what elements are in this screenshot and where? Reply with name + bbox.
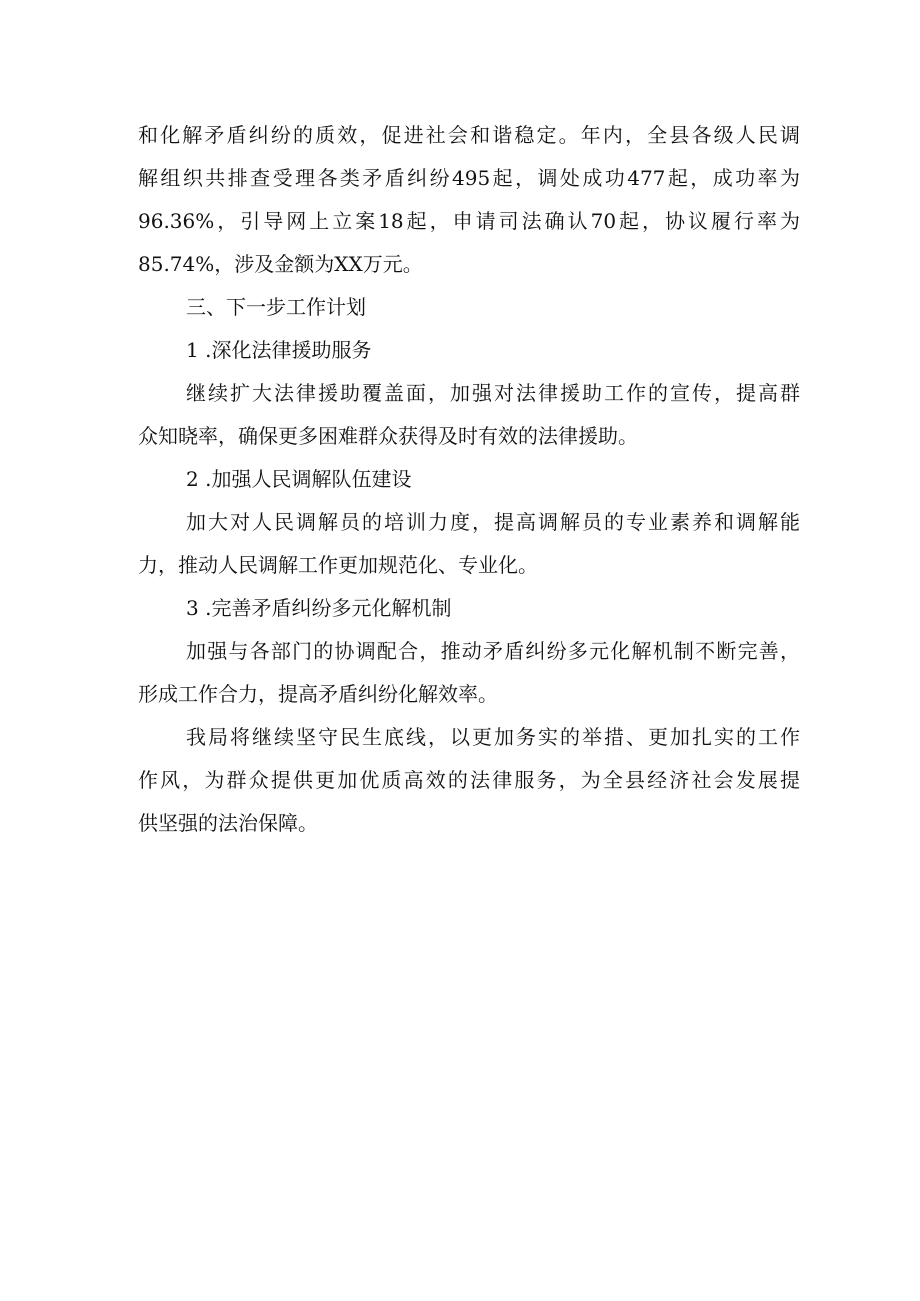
paragraph-line: 供坚强的法治保障。 [138,811,318,835]
section-heading: 三、下一步工作计划 [186,295,366,319]
paragraph-line: 解组织共排查受理各类矛盾纠纷495起，调处成功477起，成功率为 [138,166,800,190]
paragraph-line: 和化解矛盾纠纷的质效，促进社会和谐稳定。年内，全县各级人民调 [138,123,800,147]
paragraph-line: 85.74%，涉及金额为XX万元。 [138,252,423,276]
paragraph-line: 96.36%，引导网上立案18起，申请司法确认70起，协议履行率为 [138,209,800,233]
paragraph-line: 众知晓率，确保更多困难群众获得及时有效的法律援助。 [138,424,638,448]
paragraph-line: 继续扩大法律援助覆盖面，加强对法律援助工作的宣传，提高群 [186,381,800,405]
paragraph-line: 形成工作合力，提高矛盾纠纷化解效率。 [138,682,498,706]
subsection-heading: 3 .完善矛盾纠纷多元化解机制 [186,596,452,620]
paragraph-line: 加大对人民调解员的培训力度，提高调解员的专业素养和调解能 [186,510,800,534]
paragraph-line: 作风，为群众提供更加优质高效的法律服务，为全县经济社会发展提 [138,768,800,792]
paragraph-line: 力，推动人民调解工作更加规范化、专业化。 [138,553,538,577]
subsection-heading: 1 .深化法律援助服务 [186,338,372,362]
paragraph-line: 加强与各部门的协调配合，推动矛盾纠纷多元化解机制不断完善， [186,639,800,663]
paragraph-line: 我局将继续坚守民生底线，以更加务实的举措、更加扎实的工作 [186,725,800,749]
document-body [138,114,800,845]
subsection-heading: 2 .加强人民调解队伍建设 [186,467,412,491]
